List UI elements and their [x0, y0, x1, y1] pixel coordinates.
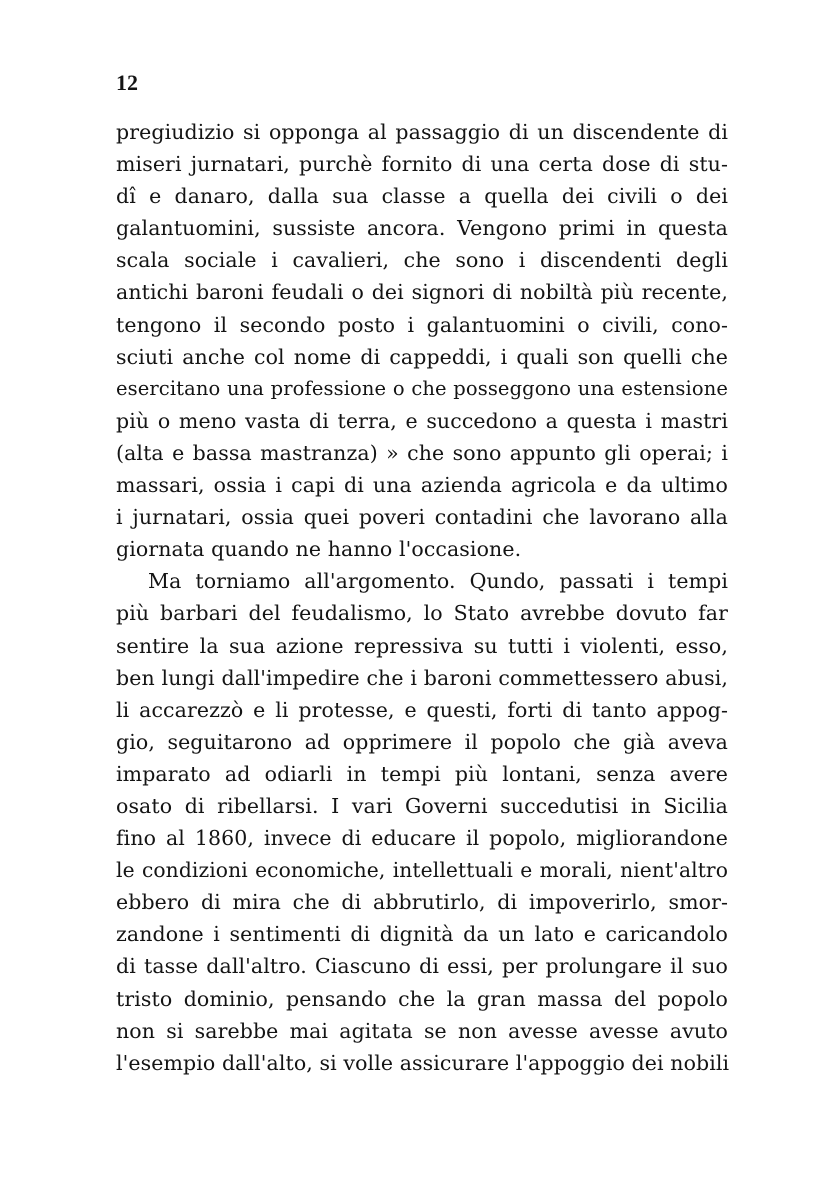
text-line: Ma torniamo all'argomento. Qundo, passati i tempi — [148, 569, 728, 594]
text-line: sciuti anche col nome di cappeddi, i quali son quelli che — [116, 344, 728, 369]
text-line: galantuomini, sussiste ancora. Vengono primi in questa — [116, 216, 728, 241]
body-text — [116, 116, 728, 1079]
text-line: di tasse dall'altro. Ciascuno di essi, per prolungare il suo — [116, 954, 728, 979]
page-number: 12 — [116, 70, 138, 95]
text-line: zandone i sentimenti di dignità da un lato e caricandolo — [116, 922, 728, 947]
text-line: ben lungi dall'impedire che i baroni commettessero abusi, — [116, 665, 728, 690]
text-line: miseri jurnatari, purchè fornito di una certa dose di stu- — [116, 152, 728, 177]
text-line: li accarezzò e li protesse, e questi, forti di tanto appog- — [116, 697, 728, 722]
text-line: le condizioni economiche, intellettuali e morali, nient'altro — [116, 858, 728, 883]
paragraph-2 — [116, 565, 728, 1079]
text-line: antichi baroni feudali o dei signori di nobiltà più recente, — [116, 280, 728, 305]
text-line: tengono il secondo posto i galantuomini o civili, cono- — [116, 312, 728, 337]
text-line: tristo dominio, pensando che la gran massa del popolo — [116, 986, 728, 1011]
text-line: (alta e bassa mastranza) » che sono appunto gli operai; i — [116, 440, 728, 465]
text-line: più o meno vasta di terra, e succedono a questa i mastri — [116, 408, 728, 433]
text-line: esercitano una professione o che posseggono una estensione — [116, 376, 728, 400]
text-line: fino al 1860, invece di educare il popolo, migliorandone — [116, 826, 728, 851]
text-line: non si sarebbe mai agitata se non avesse avesse avuto — [116, 1018, 728, 1043]
text-line: i jurnatari, ossia quei poveri contadini che lavorano alla — [116, 505, 728, 530]
text-line: l'esempio dall'alto, si volle assicurare l'appoggio dei nobili — [116, 1050, 730, 1075]
text-line: osato di ribellarsi. I vari Governi succedutisi in Sicilia — [116, 793, 728, 818]
text-line: imparato ad odiarli in tempi più lontani, senza avere — [116, 761, 728, 786]
paragraph-1 — [116, 116, 728, 565]
text-line: giornata quando ne hanno l'occasione. — [116, 537, 522, 562]
text-line: gio, seguitarono ad opprimere il popolo che già aveva — [116, 729, 728, 754]
text-line: pregiudizio si opponga al passaggio di un discendente di — [116, 120, 728, 144]
text-line: ebbero di mira che di abbrutirlo, di impoverirlo, smor- — [116, 890, 728, 915]
text-line: scala sociale i cavalieri, che sono i discendenti degli — [116, 248, 728, 273]
text-line: massari, ossia i capi di una azienda agricola e da ultimo — [116, 473, 728, 498]
text-line: dî e danaro, dalla sua classe a quella dei civili o dei — [116, 184, 728, 209]
text-line: sentire la sua azione repressiva su tutti i violenti, esso, — [116, 633, 728, 658]
text-line: più barbari del feudalismo, lo Stato avrebbe dovuto far — [116, 601, 728, 626]
